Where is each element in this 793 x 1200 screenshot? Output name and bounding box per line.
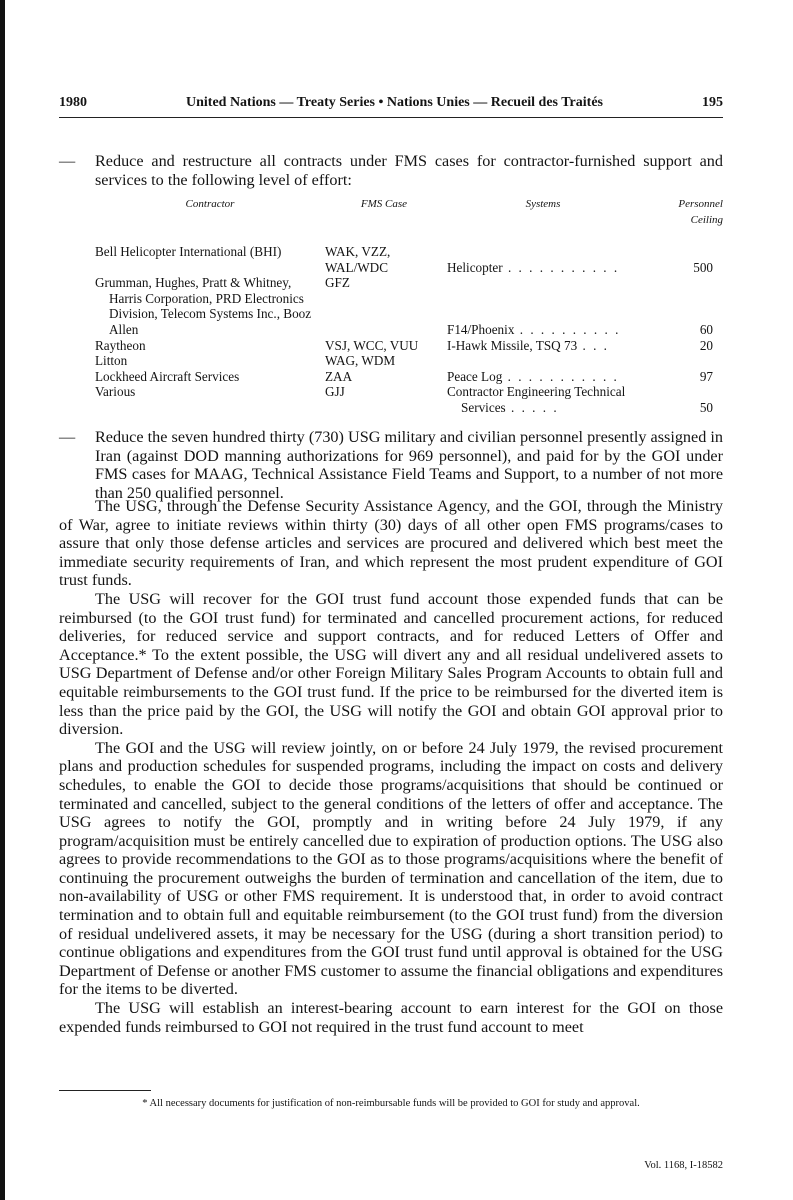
header-personnel: Personnel: [678, 198, 723, 210]
cell-personnel: [643, 353, 723, 369]
system-label: Contractor Engineering Technical Services: [447, 384, 626, 415]
cell-personnel: 60: [699, 321, 713, 337]
table-row: [95, 353, 723, 369]
table-row: [95, 275, 723, 337]
header-personnel-ceiling: [643, 196, 723, 228]
cell-fms-case: ZAA: [325, 368, 353, 384]
system-label: Peace Log: [447, 368, 503, 384]
bullet-dash: —: [59, 428, 76, 446]
cell-personnel: 20: [699, 337, 713, 353]
cell-contractor: Raytheon: [95, 337, 146, 353]
bullet-text: Reduce and restructure all contracts under FMS cases for contractor-furnished support and services to the following level of effort:: [95, 152, 723, 189]
table-row: [95, 338, 723, 354]
header-fms-case: FMS Case: [360, 198, 408, 210]
table-row: [95, 384, 723, 415]
cell-system: Helicopter . . . . . . . . . . .: [447, 259, 620, 275]
header-title: United Nations — Treaty Series • Nations Unies — Recueil des Traités: [186, 95, 603, 110]
cell-fms-case: WAG, WDM: [325, 353, 396, 369]
system-label: F14/Phoenix: [447, 321, 515, 337]
cell-system: I-Hawk Missile, TSQ 73 . . .: [447, 337, 609, 353]
bullet-item-restructure-contracts: [59, 152, 723, 189]
cell-system: F14/Phoenix . . . . . . . . . .: [447, 321, 621, 337]
cell-system: Contractor Engineering Technical Services . . . . .: [447, 384, 626, 415]
cell-system: Peace Log . . . . . . . . . . .: [447, 368, 619, 384]
cell-fms-case: WAK, VZZ, WAL/WDC: [325, 244, 391, 275]
header-systems: Systems: [525, 198, 561, 210]
cell-contractor: Various: [95, 384, 136, 400]
cell-personnel: 97: [699, 368, 713, 384]
table-header-row: [95, 196, 723, 228]
paragraph: The USG will recover for the GOI trust fund account those expended funds that can be reimbursed (to the GOI trust fund) for terminated and cancelled procurement actions, for reduced deliveries, for reduced service and support contracts, and for reduced Letters of Offer and Acceptance.* To the extent possible, the USG will divert any and all residual undelivered assets to USG Department of Defense and/or other Foreign Military Sales Program Accounts to obtain full and equitable reimbursements to the GOI trust fund. If the price to be reimbursed for the diverted item is less than the price paid by the GOI, the USG will notify the GOI and obtain GOI approval prior to diversion.: [59, 589, 723, 739]
header-ceiling: Ceiling: [690, 214, 723, 226]
table-spacer: [95, 228, 723, 244]
footnote-rule: [59, 1090, 151, 1091]
cell-personnel: 50: [699, 399, 713, 415]
cell-contractor: Bell Helicopter International (BHI): [95, 244, 282, 259]
body-paragraphs: [59, 497, 723, 1036]
cell-contractor: Grumman, Hughes, Pratt & Whitney, Harris Corporation, PRD Electronics Division, Telecom Systems Inc., Booz Allen: [95, 275, 312, 337]
cell-contractor: Lockheed Aircraft Services: [95, 368, 240, 384]
cell-fms-case: GFZ: [325, 275, 350, 291]
bullet-dash: —: [59, 152, 76, 170]
contracts-table: [95, 196, 723, 416]
header-page-number: 195: [701, 95, 723, 110]
footnote: * All necessary documents for justification of non-reimbursable funds will be provided to GOI for study and approval.: [142, 1098, 640, 1109]
bullet-text: Reduce the seven hundred thirty (730) USG military and civilian personnel presently assigned in Iran (against DOD manning authorizations for 969 personnel), and paid for by the GOI under FMS cases for MAAG, Technical Assistance Field Teams and Support, to a number of not more than 250 qualified personnel.: [95, 428, 723, 502]
table-row: [95, 244, 723, 275]
system-label: I-Hawk Missile, TSQ 73: [447, 337, 578, 353]
running-header: [59, 95, 723, 111]
cell-fms-case: VSJ, WCC, VUU: [325, 337, 419, 353]
header-rule: [59, 117, 723, 118]
page-edge-shadow: [0, 0, 5, 1200]
header-year: 1980: [59, 95, 87, 110]
header-contractor: Contractor: [185, 198, 235, 210]
volume-reference: Vol. 1168, I-18582: [644, 1160, 723, 1171]
document-page: [59, 0, 723, 1200]
cell-fms-case: GJJ: [325, 384, 345, 400]
bullet-item-reduce-personnel: [59, 428, 723, 502]
paragraph: The GOI and the USG will review jointly, on or before 24 July 1979, the revised procurement plans and production schedules for suspended programs, including the impact on costs and delivery schedules, to enable the GOI to decide those programs/acquisitions that should be continued or terminated and cancelled, subject to the general conditions of the letters of offer and acceptance. The USG agrees to notify the GOI, promptly and in writing before 24 July 1979, if any program/acquisition must be entirely cancelled due to expiration of production options. The USG also agrees to provide recommendations to the GOI as to those programs/acquisitions where the benefit of continuing the procurement outweighs the burden of termination and cancellation of the item, due to non-availability of USG or other FMS requirement. It is understood that, in order to avoid contract termination and to obtain full and equitable reimbursement (to the GOI trust fund) from the diversion of residual undelivered assets, it may be necessary for the USG (during a short transition period) to continue obligations and expenditures from the GOI trust fund until approval is obtained for the USG Department of Defense or another FMS customer to assume the financial obligations and expenditures for the items to be diverted.: [59, 738, 723, 999]
paragraph: The USG, through the Defense Security Assistance Agency, and the GOI, through the Ministry of War, agree to initiate reviews within thirty (30) days of all other open FMS programs/cases to assure that only those defense articles and services are procured and delivered which best meet the immediate security requirements of Iran, and which represent the most prudent expenditure of GOI trust funds.: [59, 497, 723, 590]
cell-contractor: Litton: [95, 353, 128, 369]
table-row: [95, 369, 723, 385]
cell-personnel: 500: [693, 259, 713, 275]
system-label: Helicopter: [447, 259, 503, 275]
cell-system: [443, 353, 643, 369]
paragraph: The USG will establish an interest-bearing account to earn interest for the GOI on those expended funds reimbursed to GOI not required in the trust fund account to meet: [59, 999, 723, 1036]
